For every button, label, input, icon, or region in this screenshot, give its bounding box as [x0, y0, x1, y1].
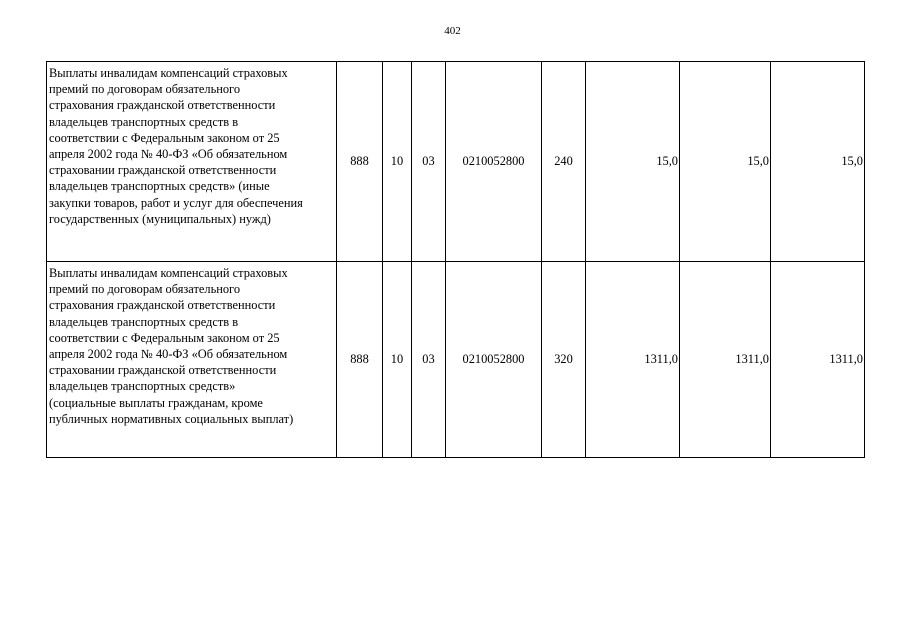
page-number: 402 [444, 25, 461, 37]
section-cell: 10 [383, 62, 412, 262]
subsection-cell: 03 [412, 62, 446, 262]
amount-cell-1: 15,0 [586, 62, 680, 262]
target-article-cell: 0210052800 [446, 262, 542, 458]
expense-description-cell: Выплаты инвалидам компенсаций страховых премий по договорам обязательного страхования гражданской ответственности владельцев транспортных средств в соответствии с Федеральным законом от 25 апреля 2002 года № 40-ФЗ «Об обязательном страховании гражданской ответственности владельцев транспортных средств» (социальные выплаты гражданам, кроме публичных нормативных социальных выплат) [47, 262, 337, 458]
table-row [47, 62, 865, 262]
amount-cell-3: 1311,0 [771, 262, 865, 458]
ministry-code-cell: 888 [337, 262, 383, 458]
amount-cell-1: 1311,0 [586, 262, 680, 458]
amount-cell-2: 1311,0 [680, 262, 771, 458]
target-article-cell: 0210052800 [446, 62, 542, 262]
expense-type-cell: 320 [542, 262, 586, 458]
amount-cell-3: 15,0 [771, 62, 865, 262]
expense-description-cell: Выплаты инвалидам компенсаций страховых премий по договорам обязательного страхования гражданской ответственности владельцев транспортных средств в соответствии с Федеральным законом от 25 апреля 2002 года № 40-ФЗ «Об обязательном страховании гражданской ответственности владельцев транспортных средств» (иные закупки товаров, работ и услуг для обеспечения государственных (муниципальных) нужд) [47, 62, 337, 262]
expense-type-cell: 240 [542, 62, 586, 262]
table-row [47, 262, 865, 458]
section-cell: 10 [383, 262, 412, 458]
ministry-code-cell: 888 [337, 62, 383, 262]
subsection-cell: 03 [412, 262, 446, 458]
budget-table [46, 61, 865, 458]
amount-cell-2: 15,0 [680, 62, 771, 262]
